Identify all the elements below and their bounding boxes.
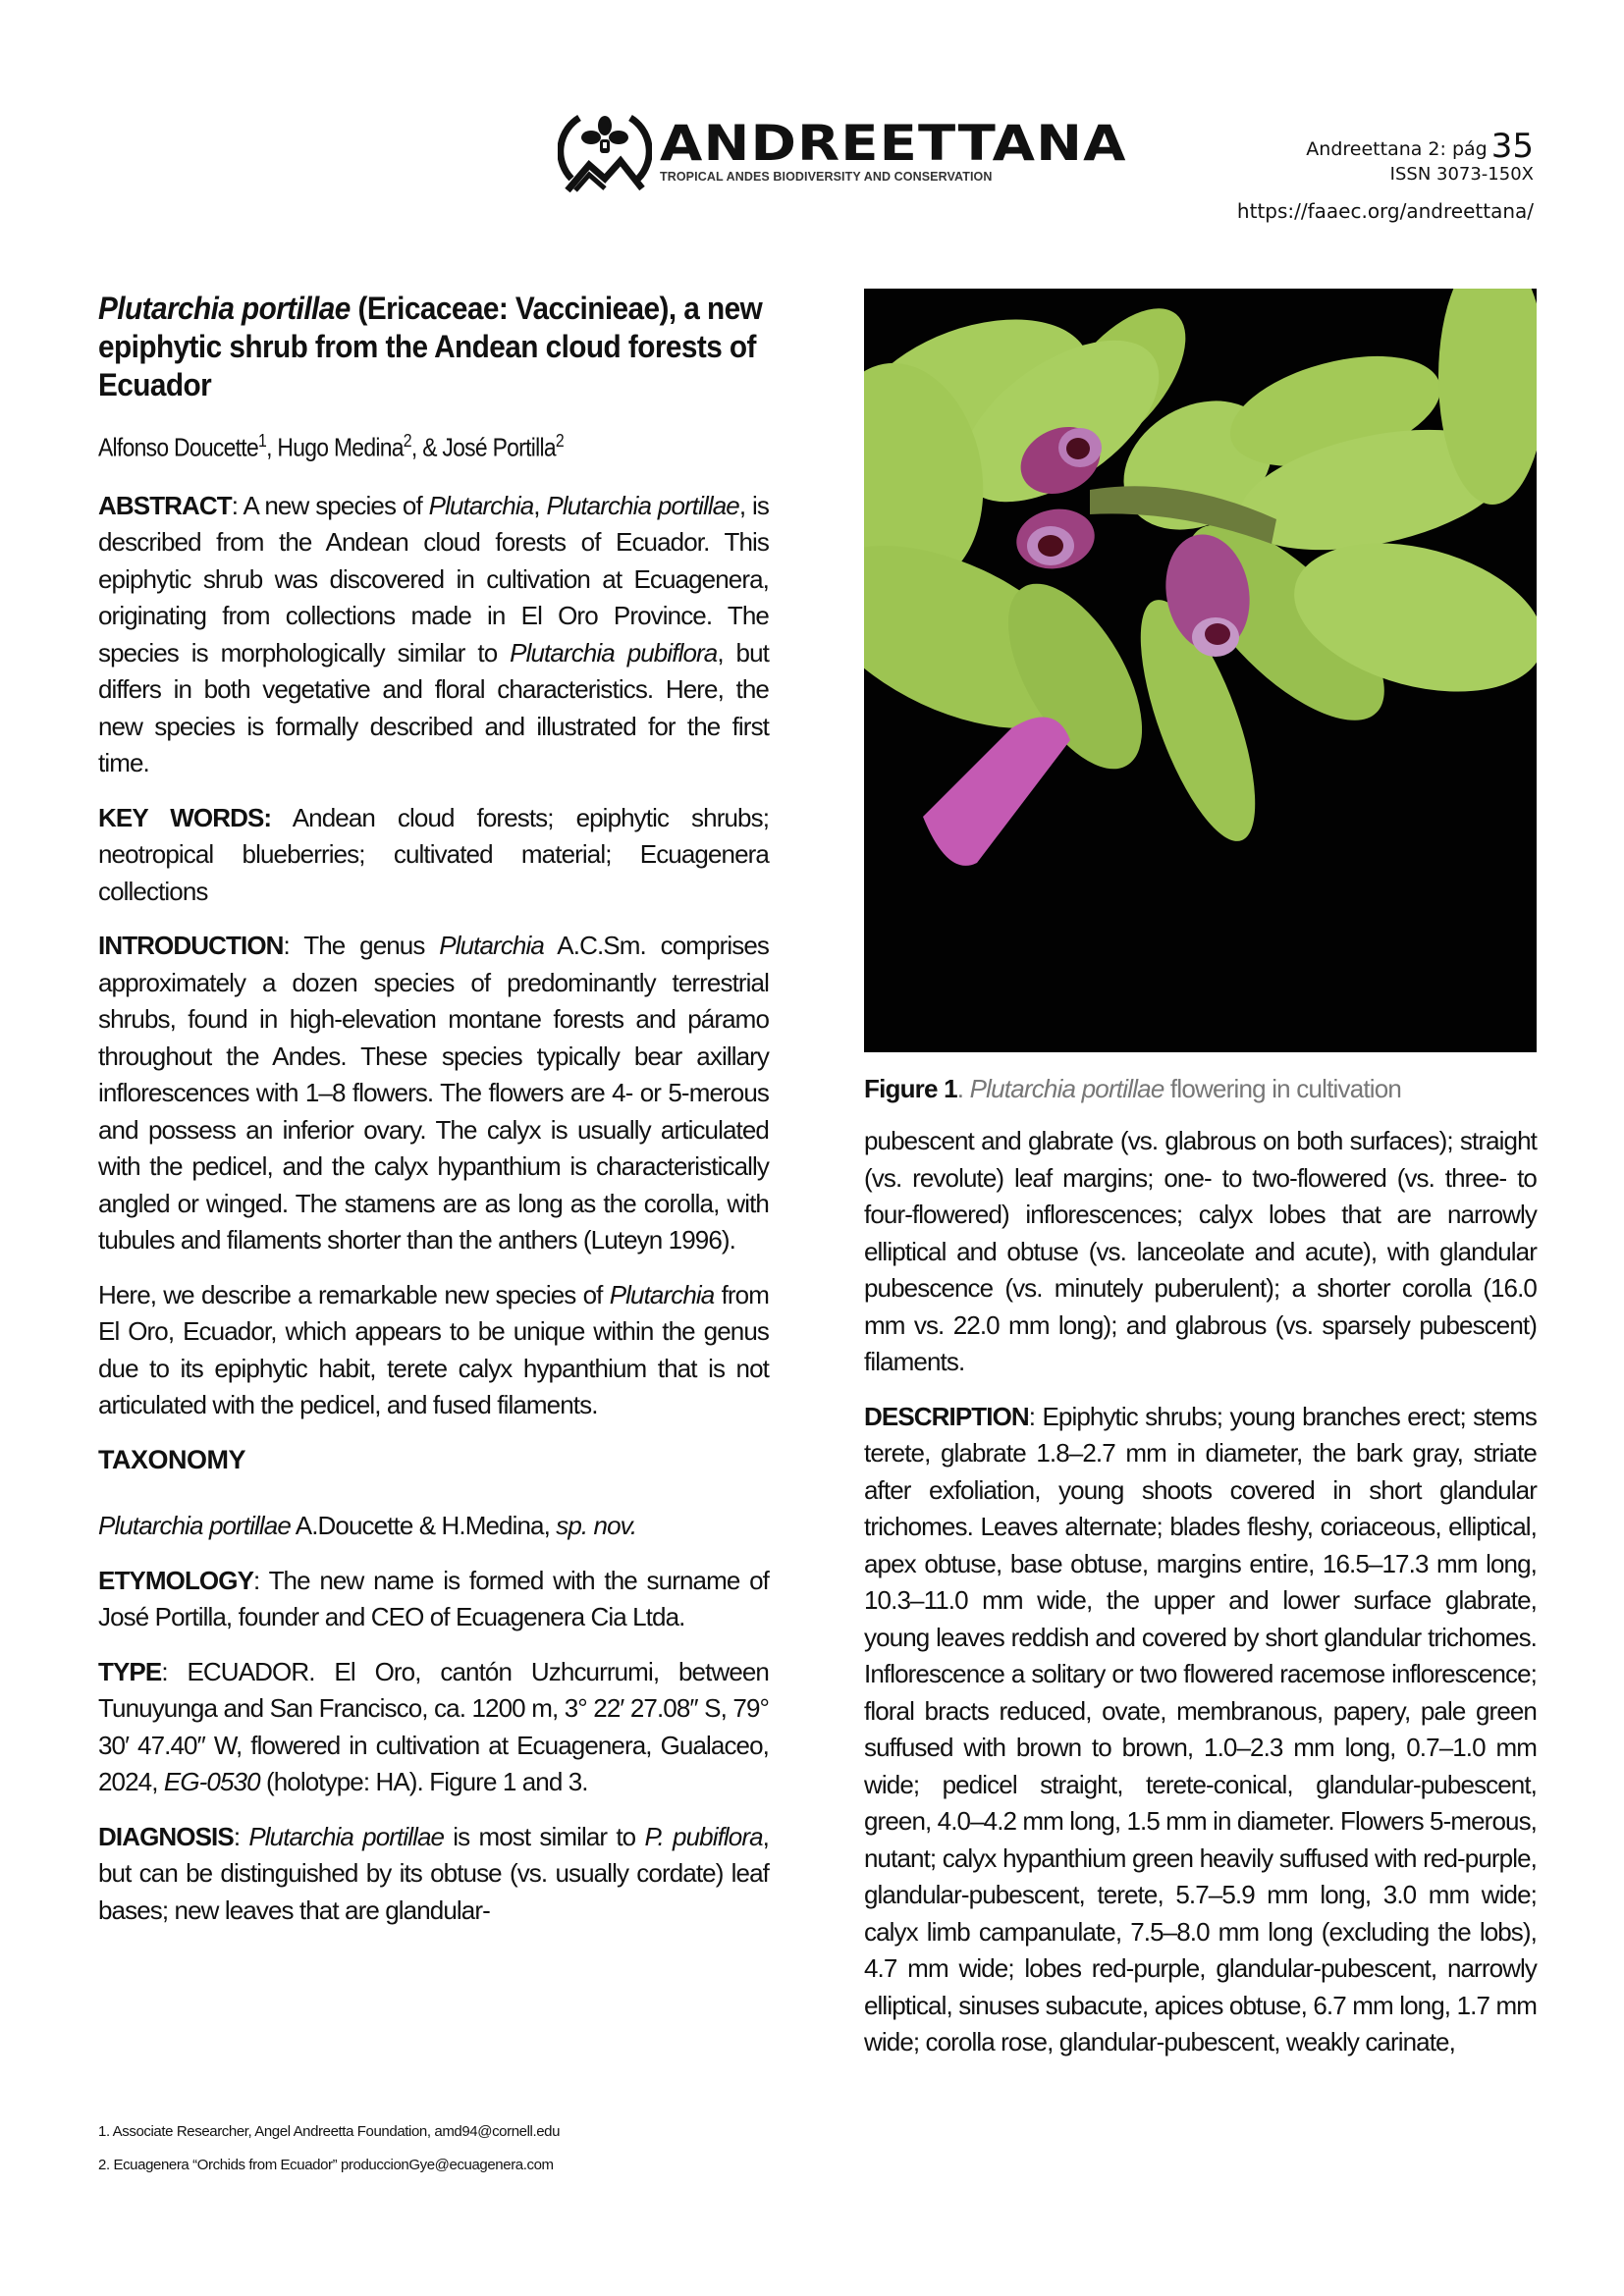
author: Hugo Medina [277, 432, 404, 462]
issn: ISSN 3073-150X [1389, 164, 1534, 185]
description-label: DESCRIPTION [864, 1401, 1029, 1431]
right-column [864, 1123, 1537, 2079]
footnote-2: 2. Ecuagenera “Orchids from Ecuador” produccionGye@ecuagenera.com [98, 2157, 554, 2173]
affiliation-marker[interactable]: 2 [403, 431, 411, 451]
figure-1-caption: Figure 1. Plutarchia portillae flowering in cultivation [864, 1074, 1402, 1103]
etymology-label: ETYMOLOGY [98, 1565, 254, 1595]
journal-reference: Andreettana 2: pág [1306, 138, 1488, 160]
journal-logo-title: ANDREETTANA [660, 115, 1127, 172]
diagnosis-continued: pubescent and glabrate (vs. glabrous on both surfaces); straight (vs. revolute) leaf margins; one- to two-flowered (vs. three- to four-flowered) inflorescences; calyx lobes that are narrowly elliptical and obtuse (vs. lanceolate and acute), with glandular pubescence (vs. minutely puberulent); a shorter corolla (16.0 mm vs. 22.0 mm long); and glabrous (vs. sparsely pubescent) filaments. [864, 1126, 1537, 1376]
author-list: Alfonso Doucette$^1$, Hugo Medina$^2$, & José Portilla$^2$ [98, 431, 565, 462]
etymology-paragraph: ETYMOLOGY: The new name is formed with the surname of José Portilla, founder and CEO of Ecuagenera Cia Ltda. [98, 1565, 769, 1632]
affiliation-marker[interactable]: 1 [257, 431, 267, 451]
description-paragraph: DESCRIPTION: Epiphytic shrubs; young branches erect; stems terete, glabrate 1.8–2.7 mm in diameter, the bark gray, striate after exfoliation, young shoots covered in short glandular trichomes. Leaves alternate; blades fleshy, coriaceous, elliptical, apex obtuse, base obtuse, margins entire, 16.5–17.3 mm long, 10.3–11.0 mm wide, the upper and lower surface glabrate, young leaves reddish and covered by short glandular trichomes. Inflorescence a solitary or two flowered racemose inflorescence; floral bracts reduced, ovate, membranous, papery, pale green suffused with brown to brown, 1.0–2.3 mm long, 0.7–1.0 mm wide; pedicel straight, terete-conical, glandular-pubescent, green, 4.0–4.2 mm long, 1.5 mm in diameter. Flowers 5-merous, nutant; calyx hypanthium green heavily suffused with red-purple, glandular-pubescent, terete, 5.7–5.9 mm long, 3.0 mm wide; calyx limb campanulate, 7.5–8.0 mm long (excluding the lobs), 4.7 mm wide; lobes red-purple, glandular-pubescent, narrowly elliptical, sinuses subacute, apices obtuse, 6.7 mm long, 1.7 mm wide; corolla rose, glandular-pubescent, weakly carinate, [864, 1401, 1537, 2056]
page-number: 35 [1490, 127, 1534, 166]
footnote-1: 1. Associate Researcher, Angel Andreetta Foundation, amd94@cornell.edu [98, 2123, 561, 2140]
article-title: Plutarchia portillae (Ericaceae: Vaccinieae), a new epiphytic shrub from the Andean cloud forests of Ecuador [98, 291, 763, 402]
figure-label: Figure 1 [864, 1074, 957, 1103]
orchid-mountain-emblem-icon [558, 110, 652, 192]
plant-photo-illustration [864, 289, 1537, 1052]
type-paragraph: TYPE: ECUADOR. El Oro, cantón Uzhcurrumi, between Tunuyunga and San Francisco, ca. 1200 m, 3° 22′ 27.08″ S, 79° 30′ 47.40″ W, flowered in cultivation at Ecuagenera, Gualaceo, 2024, EG-0530 (holotype: HA). Figure 1 and 3. [98, 1656, 769, 1797]
journal-logo [558, 110, 1127, 192]
journal-meta [1236, 127, 1534, 225]
taxonomy-name: Plutarchia portillae A.Doucette & H.Medina, sp. nov. [98, 1511, 637, 1541]
abstract-paragraph: ABSTRACT: A new species of Plutarchia, Plutarchia portillae, is described from the Andean cloud forests of Ecuador. This epiphytic shrub was discovered in cultivation at Ecuagenera, originating from collections made in El Oro Province. The species is morphologically similar to Plutarchia pubiflora, but differs in both vegetative and floral characteristics. Here, the new species is formally described and illustrated for the first time. [98, 490, 769, 778]
introduction-paragraph-2: Here, we describe a remarkable new species of Plutarchia from El Oro, Ecuador, which appears to be unique within the genus due to its epiphytic habit, terete calyx hypanthium that is not articulated with the pedicel, and fused filaments. [98, 1279, 769, 1420]
abstract-label: ABSTRACT [98, 490, 232, 520]
diagnosis-label: DIAGNOSIS [98, 1821, 234, 1851]
journal-url-link[interactable]: https://faaec.org/andreettana/ [1236, 199, 1534, 223]
introduction-label: INTRODUCTION [98, 931, 284, 961]
footnotes [98, 2122, 769, 2189]
left-column [98, 290, 769, 1947]
author: Alfonso Doucette [98, 432, 258, 462]
figure-1-photo [864, 289, 1537, 1052]
diagnosis-paragraph: DIAGNOSIS: Plutarchia portillae is most similar to P. pubiflora, but can be distinguished by its obtuse (vs. usually cordate) leaf bases; new leaves that are glandular- [98, 1821, 769, 1925]
affiliation-marker[interactable]: 2 [555, 431, 565, 451]
author: José Portilla [442, 432, 556, 462]
taxonomy-heading: TAXONOMY [98, 1444, 245, 1474]
journal-logo-subtitle: TROPICAL ANDES BIODIVERSITY AND CONSERVATION [660, 170, 993, 184]
keywords-paragraph: KEY WORDS: Andean cloud forests; epiphytic shrubs; neotropical blueberries; cultivated material; Ecuagenera collections [98, 802, 770, 906]
keywords-label: KEY WORDS: [98, 802, 272, 832]
introduction-paragraph: INTRODUCTION: The genus Plutarchia A.C.Sm. comprises approximately a dozen species of predominantly terrestrial shrubs, found in high-elevation montane forests and páramo throughout the Andes. These species typically bear axillary inflorescences with 1–8 flowers. The flowers are 4- or 5-merous and possess an inferior ovary. The calyx is usually articulated with the pedicel, and the calyx hypanthium is characteristically angled or winged. The stamens are as long as the corolla, with tubules and filaments shorter than the anthers (Luteyn 1996). [98, 931, 769, 1255]
type-label: TYPE [98, 1656, 162, 1686]
